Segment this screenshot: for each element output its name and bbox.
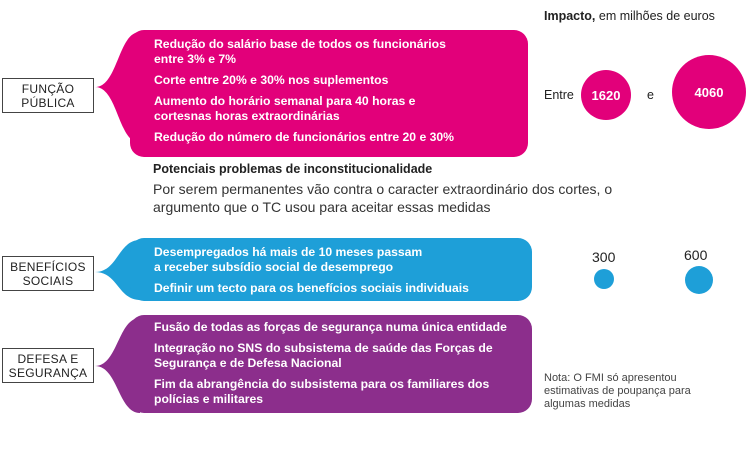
defesa-label-line2: SEGURANÇA	[8, 365, 88, 380]
defesa-item-2-line2: Segurança e de Defesa Nacional	[154, 356, 342, 370]
problems-body-line1: Por serem permanentes vão contra o caracter extraordinário dos cortes, o	[153, 181, 613, 197]
defesa-item-3-line1: Fim da abrangência do subsistema para os familiares dos	[154, 377, 490, 391]
impact-high-value: 4060	[694, 84, 724, 100]
beneficios-item-1-line2: a receber subsídio social de desemprego	[154, 260, 394, 274]
funcao-publica-item-3-line2: cortesnas horas extraordinárias	[154, 109, 340, 123]
beneficios-impact-circle-high	[685, 266, 713, 294]
defesa-seguranca-panel	[130, 315, 532, 413]
beneficios-label-line2: SOCIAIS	[22, 273, 74, 288]
beneficios-label-line1: BENEFÍCIOS	[10, 259, 86, 274]
impact-circle-low	[581, 70, 631, 120]
beneficios-item	[154, 281, 522, 296]
problems-body-line2: argumento que o TC usou para aceitar essas medidas	[153, 199, 491, 215]
funcao-publica-item	[154, 37, 518, 67]
funcao-publica-item	[154, 130, 518, 145]
defesa-label-line1: DEFESA E	[17, 351, 79, 366]
funcao-publica-item-2-line1: Corte entre 20% e 30% nos suplementos	[154, 73, 389, 87]
beneficios-item	[154, 245, 522, 275]
defesa-item-1-line1: Fusão de todas as forças de segurança numa única entidade	[154, 320, 507, 334]
defesa-item-2-line1: Integração no SNS do subsistema de saúde das Forças de	[154, 341, 493, 355]
defesa-item	[154, 377, 522, 407]
impact-header-rest: em milhões de euros	[595, 9, 715, 23]
beneficios-sociais-panel	[130, 238, 532, 301]
funcao-publica-item	[154, 73, 518, 88]
note-line1: Nota: O FMI só apresentou	[544, 372, 677, 384]
funcao-publica-panel	[130, 30, 528, 157]
beneficios-item-1-line1: Desempregados há mais de 10 meses passam	[154, 245, 423, 259]
impact-circle-high	[672, 55, 746, 129]
funcao-publica-item-1-line1: Redução do salário base de todos os funcionários	[154, 37, 446, 51]
beneficios-impact-circle-low	[594, 269, 614, 289]
impact-header	[544, 9, 715, 23]
note	[544, 372, 691, 411]
problems-body	[153, 180, 612, 216]
impact-prefix: Entre	[544, 88, 574, 102]
defesa-item	[154, 320, 522, 335]
beneficios-impact-low-label: 300	[592, 249, 616, 265]
beneficios-impact-high-label: 600	[684, 247, 708, 263]
funcao-publica-label	[2, 78, 94, 113]
beneficios-sociais-label	[2, 256, 94, 291]
impact-header-bold: Impacto,	[544, 9, 596, 23]
funcao-publica-item	[154, 94, 518, 124]
funcao-publica-label-line1: FUNÇÃO	[21, 81, 75, 96]
beneficios-item-2-line1: Definir um tecto para os benefícios sociais individuais	[154, 281, 469, 295]
funcao-publica-label-line2: PÚBLICA	[21, 95, 75, 110]
defesa-seguranca-label	[2, 348, 94, 383]
funcao-publica-item-3-line1: Aumento do horário semanal para 40 horas e	[154, 94, 416, 108]
note-line2: estimativas de poupança para	[544, 385, 691, 397]
funcao-publica-item-4-line1: Redução do número de funcionários entre 20 e 30%	[154, 130, 455, 144]
problems-title: Potenciais problemas de inconstitucionalidade	[153, 162, 433, 176]
defesa-item	[154, 341, 522, 371]
impact-low-value: 1620	[591, 87, 621, 103]
defesa-item-3-line2: polícias e militares	[154, 392, 264, 406]
note-line3: algumas medidas	[544, 398, 631, 410]
funcao-publica-item-1-line2: entre 3% e 7%	[154, 52, 236, 66]
impact-connector: e	[647, 88, 654, 102]
